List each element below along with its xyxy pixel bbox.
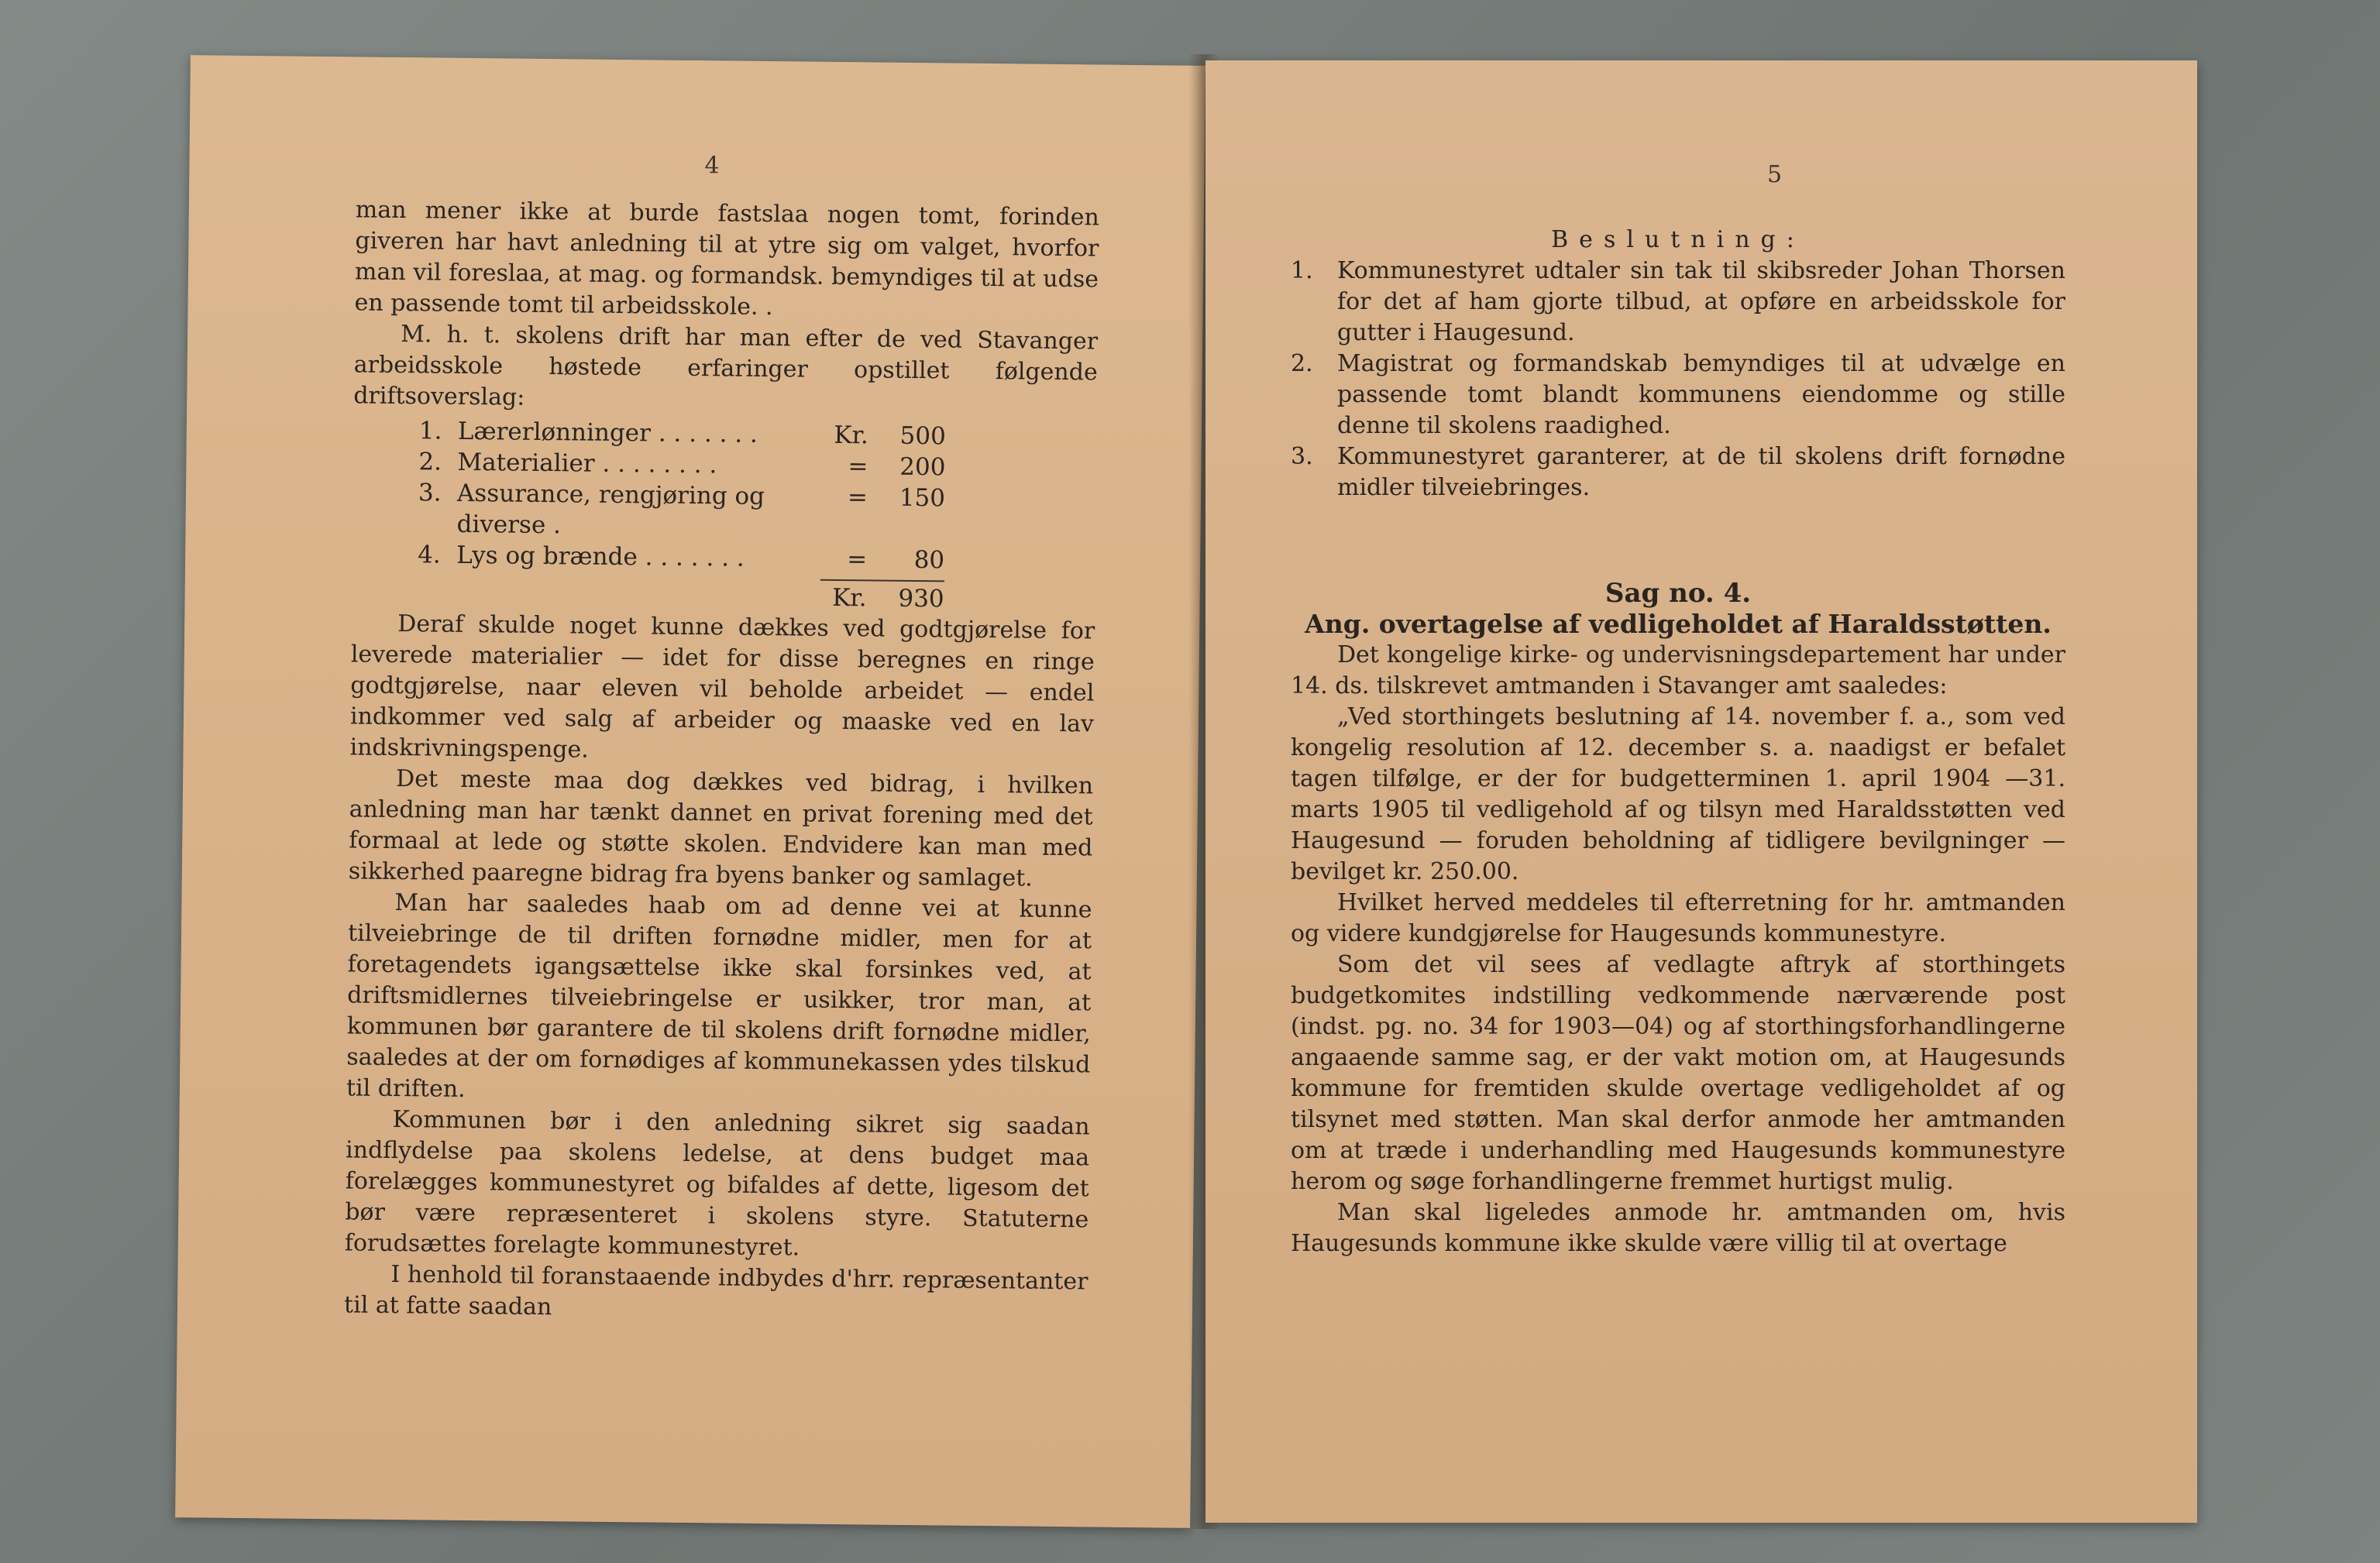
- left-paragraph-4: Det meste maa dog dækkes ved bidrag, i hvilken anledning man har tænkt dannet en privat forening med det formaal at lede og støtte skolen. Endvidere kan man med sikkerhed paaregne bidrag fra byens banker og samlaget.: [348, 765, 1094, 892]
- left-paragraph-2: M. h. t. skolens drift har man efter de ved Stavanger arbeidsskole høstede erfaringer opstillet følgende driftsoverslag:: [353, 321, 1099, 411]
- budget-sum-rule: [820, 579, 944, 582]
- list-item-number: 1.: [1291, 257, 1313, 284]
- budget-row-currency: =: [846, 545, 868, 574]
- budget-table: [417, 415, 946, 614]
- budget-row-label: Assurance, rengjøring og diverse .: [456, 479, 765, 540]
- list-item-text: Magistrat og formandskab bemyndiges til at udvælge en passende tomt blandt kommunens eiendomme og stille denne til skolens raadighed.: [1337, 350, 2065, 439]
- page-number-left: 4: [704, 152, 720, 180]
- budget-row-currency: Kr.: [834, 421, 869, 450]
- page-number-right: 5: [1767, 161, 1783, 188]
- budget-total-amount: 930: [898, 584, 944, 613]
- sag-subheading: Ang. overtagelse af vedligeholdet af Haraldsstøtten.: [1305, 609, 2052, 639]
- list-item-number: 3.: [1291, 443, 1313, 470]
- book-spread: [183, 60, 2197, 1523]
- right-paragraph-1: Det kongelige kirke- og undervisningsdepartement har under 14. ds. tilskrevet amtmanden i Stavanger amt saaledes:: [1291, 641, 2065, 699]
- list-item-text: Kommunestyret udtaler sin tak til skibsreder Johan Thorsen for det af ham gjorte tilbud, at opføre en arbeidsskole for gutter i Haugesund.: [1337, 257, 2065, 346]
- right-paragraph-5: Man skal ligeledes anmode hr. amtmanden om, hvis Haugesunds kommune ikke skulde være villig til at overtage: [1291, 1199, 2065, 1257]
- budget-row-amount: 150: [899, 483, 946, 513]
- budget-row: [418, 539, 944, 575]
- budget-row-amount: 80: [913, 546, 945, 575]
- budget-row: [419, 415, 946, 452]
- budget-row-number: 3.: [418, 479, 442, 507]
- budget-row: [418, 446, 945, 483]
- right-paragraph-2: „Ved storthingets beslutning af 14. november f. a., som ved kongelig resolution af 12. december s. a. naadigst er befalet tagen tilfølge, er der for budgetterminen 1. april 1904 —31. marts 1905 til vedligehold af og tilsyn med Haraldsstøtten ved Haugesund — foruden beholdning af tidligere bevilgninger — bevilget kr. 250.00.: [1291, 703, 2065, 885]
- budget-row-number: 1.: [418, 417, 442, 445]
- budget-row-label: Lærerlønninger . . . . . . .: [457, 417, 758, 448]
- budget-row-currency: =: [847, 483, 868, 512]
- right-page-text: [1291, 225, 2065, 1259]
- budget-total-currency: Kr.: [832, 583, 867, 613]
- budget-total-row: [417, 578, 944, 614]
- list-item: [1291, 349, 2065, 441]
- left-paragraph-6: Kommunen bør i den anledning sikret sig saadan indflydelse paa skolens ledelse, at dens budget maa forelægges kommunestyret og bifaldes af dette, ligesom det bør være repræsenteret i skolens styre. Statuterne forudsættes forelagte kommunestyret.: [344, 1105, 1090, 1262]
- left-page-text-bottom: [344, 608, 1095, 1328]
- left-paragraph-5: Man har saaledes haab om ad denne vei at kunne tilveiebringe de til driften fornødne midler, men for at foretagendets igangsættelse ikke skal forsinkes ved, at driftsmidlernes tilveiebringelse er usikker, tror man, at kommunen bør garantere de til skolens drift fornødne midler, saaledes at der om fornødiges af kommunekassen ydes tilskud til driften.: [346, 889, 1092, 1103]
- left-paragraph-1: man mener ikke at burde fastslaa nogen tomt, forinden giveren har havt anledning til at ytre sig om valget, hvorfor man vil foreslaa, at mag. og formandsk. bemyndiges til at udse en passende tomt til arbeidsskole. .: [354, 196, 1099, 321]
- budget-row-currency: =: [848, 452, 868, 481]
- budget-row-number: 4.: [417, 541, 441, 569]
- budget-row-amount: 500: [899, 421, 947, 451]
- list-item: [1291, 256, 2065, 349]
- budget-row-label: Materialier . . . . . . . .: [457, 448, 717, 479]
- budget-row-number: 2.: [418, 448, 442, 476]
- left-page: [175, 55, 1205, 1528]
- sag-heading: Sag no. 4.: [1604, 578, 1752, 609]
- budget-row-amount: 200: [899, 452, 946, 482]
- right-page: [1205, 60, 2197, 1523]
- right-paragraph-3: Hvilket herved meddeles til efterretning for hr. amtmanden og videre kundgjørelse for Haugesunds kommunestyre.: [1291, 889, 2065, 947]
- budget-row-label: Lys og brænde . . . . . . .: [456, 541, 745, 572]
- budget-row: [418, 477, 945, 544]
- left-paragraph-7: I henhold til foranstaaende indbydes d'hrr. repræsentanter til at fatte saadan: [343, 1260, 1089, 1321]
- left-paragraph-3: Deraf skulde noget kunne dækkes ved godtgjørelse for leverede materialier — idet for disse beregnes en ringe godtgjørelse, naar eleven vil beholde arbeidet — endel indkommer ved salg af arbeider og maaske ved en lav indskrivningspenge.: [349, 610, 1095, 764]
- beslutning-list: [1291, 256, 2065, 503]
- right-paragraph-4: Som det vil sees af vedlagte aftryk af storthingets budgetkomites indstilling vedkommende nærværende post (indst. pg. no. 34 for 1903—04) og af storthingsforhandlingerne angaaende samme sag, er der vakt motion om, at Haugesunds kommune for fremtiden skulde overtage vedligeholdet af og tilsynet med støtten. Man skal derfor anmode her amtmanden om at træde i underhandling med Haugesunds kommunestyre herom og søge forhandlingerne fremmet hurtigst mulig.: [1291, 951, 2065, 1195]
- beslutning-heading: Beslutning:: [1551, 226, 1805, 253]
- list-item: [1291, 441, 2065, 503]
- left-page-text-top: [353, 194, 1099, 419]
- list-item-number: 2.: [1291, 350, 1313, 377]
- list-item-text: Kommunestyret garanterer, at de til skolens drift fornødne midler tilveiebringes.: [1337, 443, 2065, 501]
